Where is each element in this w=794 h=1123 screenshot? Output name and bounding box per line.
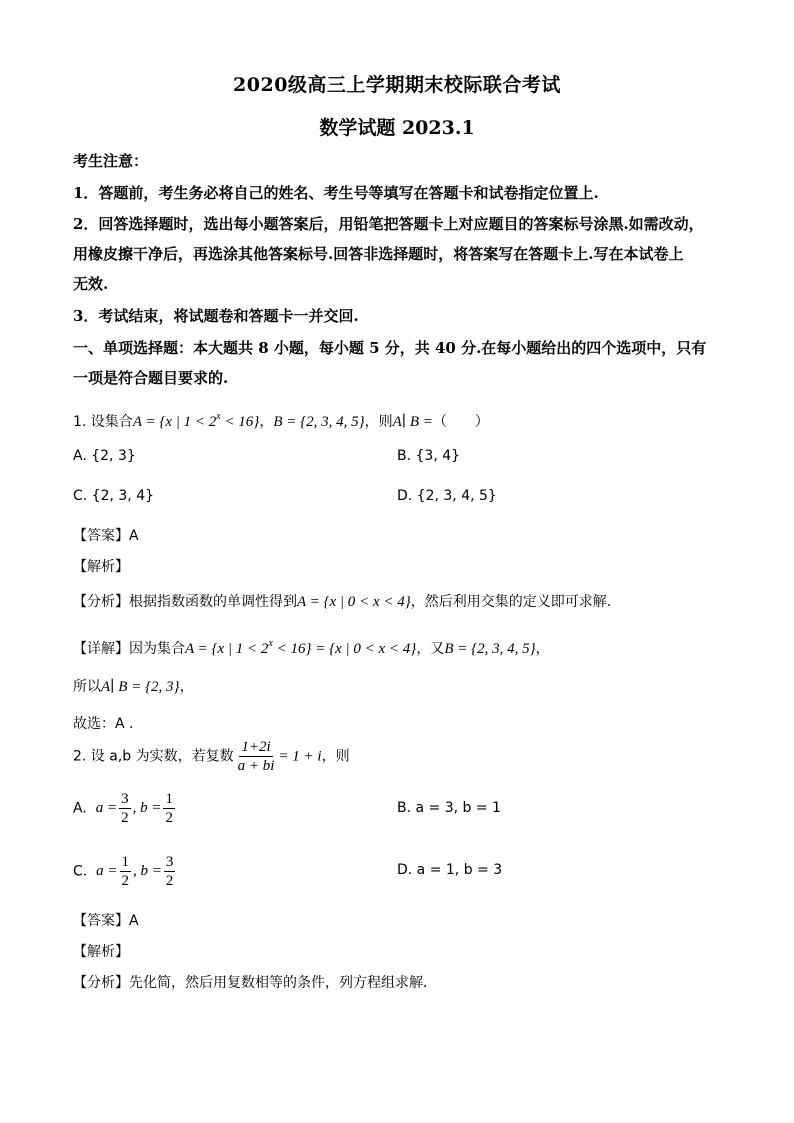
question-1-analysis-tag: 【解析】 — [73, 559, 129, 575]
question-2-fraction: $\frac{1+2i}{a + bi}$ — [237, 739, 275, 774]
question-1-option-a: A. {2, 3} — [73, 448, 136, 464]
question-2-option-b: B. a = 3, b = 1 — [397, 800, 501, 816]
question-2-answer: 【答案】A — [73, 913, 139, 929]
exam-subtitle: 数学试题 2023.1 — [319, 117, 475, 139]
question-1-answer — [73, 524, 734, 547]
question-1-option-d: D. {2, 3, 4, 5} — [397, 488, 497, 504]
question-1-stem: 1. 设集合A = {x | $1 < 2^x < 16$}，B = {2, 3, 4, 5}，则A∣ B =（ ） — [73, 411, 489, 430]
question-1-option-b: B. {3, 4} — [397, 448, 461, 464]
exam-title: 2020级高三上学期期末校际联合考试 — [233, 74, 561, 96]
answer-tag: 【答案】 — [73, 528, 129, 544]
notice-item-3: 3．考试结束，将试题卷和答题卡一并交回. — [73, 307, 359, 325]
notice-heading: 考生注意： — [73, 152, 149, 170]
answer-paren: （ ） — [432, 414, 489, 430]
question-1-prefix: 1. 设集合 — [73, 414, 133, 430]
question-1-ask: A∣ B = — [392, 414, 433, 430]
question-1-fenxi: 【分析】根据指数函数的单调性得到A = {x | 0 < x < 4}，然后利用交集的定义即可求解. — [73, 594, 612, 610]
answer-value: A — [129, 528, 139, 544]
question-2-analysis-tag: 【解析】 — [73, 944, 129, 960]
notice-item-2-line-2: 用橡皮擦干净后，再选涂其他答案标号.回答非选择题时，将答案写在答题卡上.写在本试卷上 — [73, 245, 684, 263]
question-1-xiangjie: 【详解】因为集合A = {x | $1 < 2^x < 16\} = \{x$ | 0 < x < 4}，又B = {2, 3, 4, 5}， — [73, 638, 550, 657]
question-2-stem: 2. 设 a,b 为实数，若复数 $\frac{1+2i}{a + bi}$ = 1 + i，则 — [73, 739, 350, 774]
notice-item-1: 1．答题前，考生务必将自己的姓名、考生号等填写在答题卡和试卷指定位置上. — [73, 184, 599, 202]
question-2-option-c: C. a = $\frac{1}{2}$ , b = $\frac{3}{2}$ — [73, 854, 174, 889]
question-1-option-c: C. {2, 3, 4} — [73, 488, 155, 504]
question-1-set-b: B = {2, 3, 4, 5} — [273, 414, 365, 430]
section-1-heading-line-1: 一、单项选择题：本大题共 8 小题，每小题 5 分，共 40 分.在每小题给出的四个选项中，只有 — [73, 339, 707, 357]
notice-item-2-line-1: 2．回答选择题时，选出每小题答案后，用铅笔把答题卡上对应题目的答案标号涂黑.如需改动， — [73, 215, 704, 233]
question-1-set-a: A = {x | $1 < 2^x < 16$} — [132, 411, 260, 430]
question-2-fenxi: 【分析】先化简，然后用复数相等的条件，列方程组求解． — [73, 975, 437, 991]
section-1-heading-line-2: 一项是符合题目要求的. — [73, 369, 229, 387]
question-2-option-a: A. a = $\frac{3}{2}$ , b = $\frac{1}{2}$ — [73, 791, 173, 826]
question-1-result: 所以A∣ B = {2, 3}， — [73, 679, 194, 695]
question-2-option-d: D. a = 1, b = 3 — [397, 862, 503, 878]
question-1-choice: 故选：A . — [73, 716, 134, 732]
notice-item-2-line-3: 无效. — [73, 275, 109, 293]
